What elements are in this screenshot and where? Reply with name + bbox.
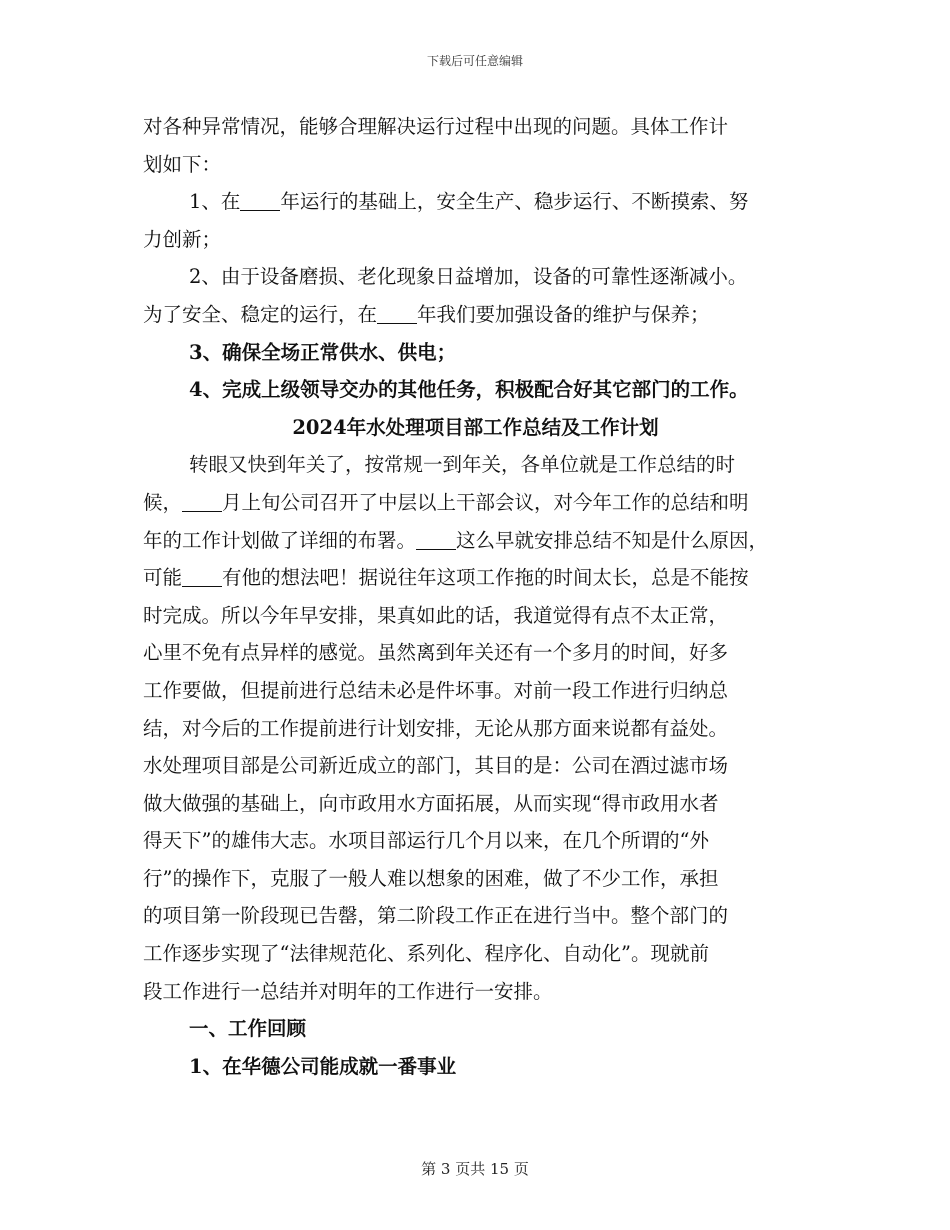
paragraph-line: 的项目第一阶段现已告罄，第二阶段工作正在进行当中。整个部门的 bbox=[143, 904, 729, 928]
paragraph-line: 做大做强的基础上，向市政用水方面拓展，从而实现“得市政用水者 bbox=[143, 791, 719, 815]
list-item-4: 4、完成上级领导交办的其他任务，积极配合好其它部门的工作。 bbox=[189, 378, 749, 402]
text-run: 为了安全、稳定的运行，在 bbox=[143, 302, 378, 326]
text-run: 1、在 bbox=[189, 190, 241, 214]
paragraph-line: 工作要做，但提前进行总结未必是件坏事。对前一段工作进行归纳总 bbox=[143, 678, 729, 702]
fill-blank bbox=[377, 303, 417, 324]
text-run: 月上旬公司召开了中层以上干部会议，对今年工作的总结和明 bbox=[222, 490, 749, 514]
fill-blank bbox=[240, 191, 280, 212]
text-run: 候， bbox=[143, 490, 183, 514]
paragraph-line: 转眼又快到年关了，按常规一到年关，各单位就是工作总结的时 bbox=[189, 453, 736, 477]
fill-blank bbox=[182, 567, 222, 588]
text-run: 这么早就安排总结不知是什么原因， bbox=[456, 528, 769, 552]
document-body bbox=[143, 108, 808, 1085]
text-run: 可能 bbox=[143, 566, 183, 590]
paragraph-line: 得天下”的雄伟大志。水项目部运行几个月以来，在几个所谓的“外 bbox=[143, 829, 709, 853]
text-run: 年我们要加强设备的维护与保养； bbox=[417, 302, 710, 326]
list-item-3: 3、确保全场正常供水、供电； bbox=[189, 340, 457, 364]
section-title: 2024年水处理项目部工作总结及工作计划 bbox=[292, 415, 659, 439]
paragraph-line: 划如下： bbox=[143, 152, 222, 176]
page-footer: 第 3 页共 15 页 bbox=[421, 1160, 529, 1178]
paragraph-line: 段工作进行一总结并对明年的工作进行一安排。 bbox=[143, 979, 553, 1003]
paragraph-line bbox=[143, 522, 808, 560]
page-header: 下载后可任意编辑 bbox=[426, 54, 523, 68]
paragraph-line bbox=[143, 296, 808, 334]
fill-blank bbox=[182, 491, 222, 512]
paragraph-line: 对各种异常情况，能够合理解决运行过程中出现的问题。具体工作计 bbox=[143, 115, 729, 138]
paragraph-line: 心里不免有点异样的感觉。虽然离到年关还有一个多月的时间，好多 bbox=[143, 641, 729, 665]
list-item-2: 2、由于设备磨损、老化现象日益增加，设备的可靠性逐渐减小。 bbox=[189, 265, 748, 289]
heading-1: 一、工作回顾 bbox=[189, 1017, 307, 1041]
text-run: 年的工作计划做了详细的布署。 bbox=[143, 528, 417, 552]
text-run: 有他的想法吧！据说往年这项工作拖的时间太长，总是不能按 bbox=[222, 566, 749, 590]
list-item-1 bbox=[143, 183, 808, 221]
paragraph-line bbox=[143, 559, 808, 597]
paragraph-line: 水处理项目部是公司新近成立的部门，其目的是：公司在酒过滤市场 bbox=[143, 754, 729, 778]
paragraph-line: 工作逐步实现了“法律规范化、系列化、程序化、自动化”。现就前 bbox=[143, 942, 709, 966]
paragraph-line bbox=[143, 484, 808, 522]
paragraph-line: 结，对今后的工作提前进行计划安排，无论从那方面来说都有益处。 bbox=[143, 716, 729, 740]
text-run: 年运行的基础上，安全生产、稳步运行、不断摸索、努 bbox=[280, 190, 749, 214]
heading-2: 1、在华德公司能成就一番事业 bbox=[189, 1054, 457, 1078]
paragraph-line: 时完成。所以今年早安排，果真如此的话，我道觉得有点不太正常， bbox=[143, 603, 729, 627]
paragraph-line: 力创新； bbox=[143, 227, 222, 251]
paragraph-line: 行”的操作下，克服了一般人难以想象的困难，做了不少工作，承担 bbox=[143, 866, 719, 890]
fill-blank bbox=[416, 529, 456, 550]
